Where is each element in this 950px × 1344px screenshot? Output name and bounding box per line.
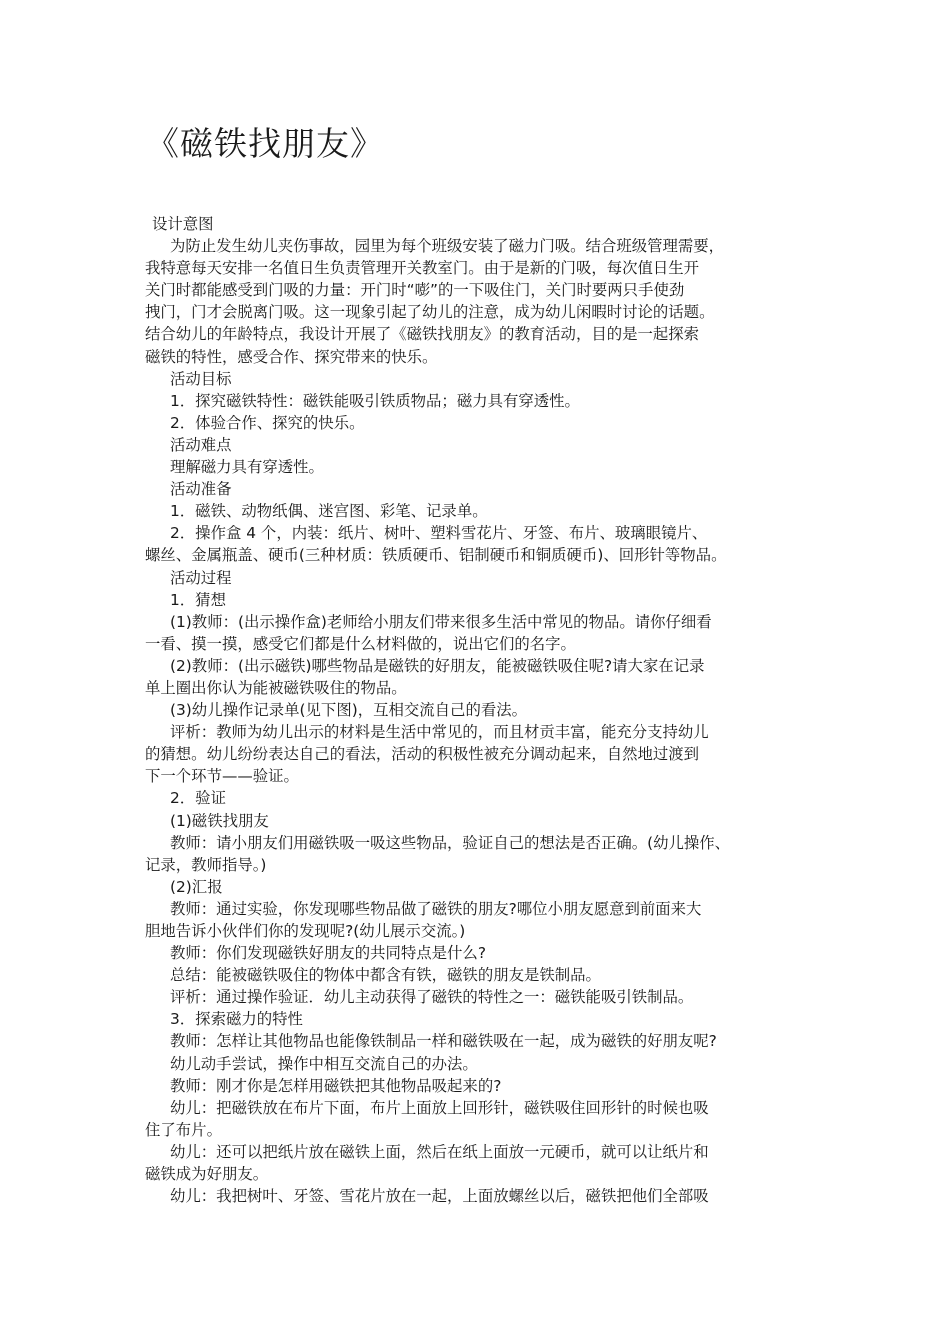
- text-line: 活动难点: [170, 435, 232, 454]
- text-line: 拽门，门才会脱离门吸。这一现象引起了幼儿的注意，成为幼儿闲暇时讨论的话题。: [145, 303, 715, 322]
- text-line: (1)磁铁找朋友: [170, 811, 269, 830]
- text-line: 教师：你们发现磁铁好朋友的共同特点是什么?: [170, 944, 486, 963]
- text-line: 教师：怎样让其他物品也能像铁制品一样和磁铁吸在一起，成为磁铁的好朋友呢?: [170, 1032, 717, 1051]
- text-line: 一看、摸一摸，感受它们都是什么材料做的，说出它们的名字。: [145, 634, 576, 653]
- text-line: 下一个环节——验证。: [145, 767, 299, 786]
- text-line: 教师：刚才你是怎样用磁铁把其他物品吸起来的?: [170, 1076, 502, 1095]
- text-line: 螺丝、金属瓶盖、硬币(三种材质：铁质硬币、铝制硬币和铜质硬币)、回形针等物品。: [145, 546, 727, 565]
- text-line: 记录，教师指导。): [145, 855, 267, 874]
- text-line: 2．验证: [170, 789, 226, 808]
- document-body: [145, 213, 835, 1207]
- text-line: 为防止发生幼儿夹伤事故，园里为每个班级安装了磁力门吸。结合班级管理需要，: [170, 237, 725, 256]
- text-line: (3)幼儿操作记录单(见下图)，互相交流自己的看法。: [170, 701, 528, 720]
- text-line: 1．探究磁铁特性：磁铁能吸引铁质物品；磁力具有穿透性。: [170, 391, 580, 410]
- text-line: 磁铁的特性，感受合作、探究带来的快乐。: [145, 347, 438, 366]
- text-line: 2．操作盒 4 个，内装：纸片、树叶、塑料雪花片、牙签、布片、玻璃眼镜片、: [170, 524, 708, 543]
- text-line: 幼儿：把磁铁放在布片下面，布片上面放上回形针，磁铁吸住回形针的时候也吸: [170, 1098, 709, 1117]
- text-line: 理解磁力具有穿透性。: [170, 458, 324, 477]
- text-line: 活动准备: [170, 480, 232, 499]
- text-line: 住了布片。: [145, 1120, 222, 1139]
- text-line: 1．猜想: [170, 590, 226, 609]
- text-line: 评析：通过操作验证．幼儿主动获得了磁铁的特性之一：磁铁能吸引铁制品。: [170, 988, 694, 1007]
- text-line: 单上圈出你认为能被磁铁吸住的物品。: [145, 678, 407, 697]
- text-line: 2．体验合作、探究的快乐。: [170, 413, 365, 432]
- text-line: 的猜想。幼儿纷纷表达自己的看法，活动的积极性被充分调动起来，自然地过渡到: [145, 745, 700, 764]
- document-title: 《磁铁找朋友》: [146, 124, 384, 163]
- text-line: 我特意每天安排一名值日生负责管理开关教室门。由于是新的门吸，每次值日生开: [145, 259, 700, 278]
- text-line: 总结：能被磁铁吸住的物体中都含有铁，磁铁的朋友是铁制品。: [170, 966, 601, 985]
- text-line: 关门时都能感受到门吸的力量：开门时“嘭”的一下吸住门，关门时要两只手使劲: [145, 281, 685, 300]
- text-line: 胆地告诉小伙伴们你的发现呢?(幼儿展示交流。): [145, 922, 466, 940]
- text-line: (2)汇报: [170, 877, 223, 896]
- text-line: 活动目标: [170, 369, 232, 388]
- text-line: 幼儿：我把树叶、牙签、雪花片放在一起，上面放螺丝以后，磁铁把他们全部吸: [170, 1187, 709, 1206]
- text-line: 活动过程: [170, 568, 232, 587]
- text-line: 设计意图: [152, 215, 214, 233]
- text-line: 1．磁铁、动物纸偶、迷宫图、彩笔、记录单。: [170, 502, 488, 521]
- text-line: 3．探索磁力的特性: [170, 1010, 303, 1029]
- text-line: (1)教师：(出示操作盒)老师给小朋友们带来很多生活中常见的物品。请你仔细看: [170, 612, 712, 631]
- text-line: 教师：通过实验，你发现哪些物品做了磁铁的朋友?哪位小朋友愿意到前面来大: [170, 899, 702, 918]
- text-line: 幼儿动手尝试，操作中相互交流自己的办法。: [170, 1054, 478, 1073]
- text-line: 磁铁成为好朋友。: [145, 1165, 269, 1184]
- text-line: (2)教师：(出示磁铁)哪些物品是磁铁的好朋友，能被磁铁吸住呢?请大家在记录: [170, 656, 705, 675]
- text-line: 评析：教师为幼儿出示的材料是生活中常见的，而且材贡丰富，能充分支持幼儿: [170, 723, 709, 742]
- text-line: 教师：请小朋友们用磁铁吸一吸这些物品，验证自己的想法是否正确。(幼儿操作、: [170, 833, 731, 852]
- text-line: 幼儿：还可以把纸片放在磁铁上面，然后在纸上面放一元硬币，就可以让纸片和: [170, 1142, 709, 1161]
- text-line: 结合幼儿的年龄特点，我设计开展了《磁铁找朋友》的教育活动，目的是一起探索: [145, 325, 700, 344]
